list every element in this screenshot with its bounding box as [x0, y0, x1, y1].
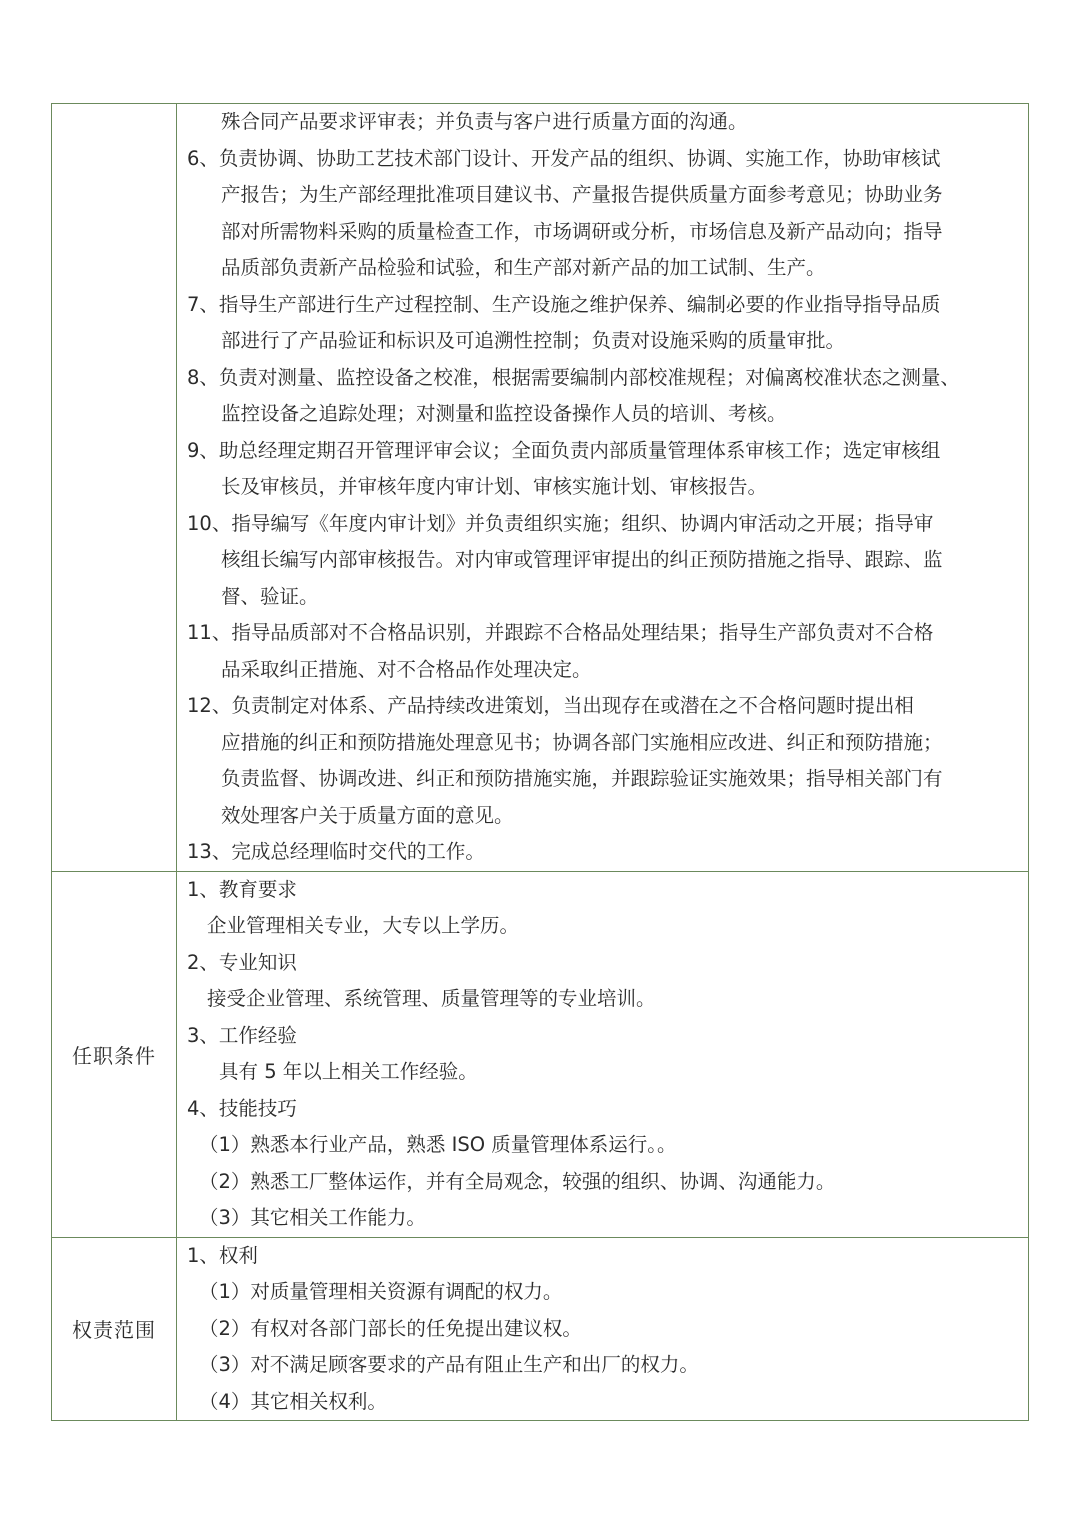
job-description-table — [51, 103, 1029, 1411]
duty-line: 品采取纠正措施、对不合格品作处理决定。 — [221, 657, 592, 681]
duty-line: 12、负责制定对体系、产品持续改进策划，当出现存在或潜在之不合格问题时提出相 — [187, 694, 914, 717]
authority-sub-item: （1）对质量管理相关资源有调配的权力。 — [199, 1280, 563, 1303]
authority-sub-item: （4）其它相关权利。 — [199, 1389, 387, 1413]
qualification-heading: 1、教育要求 — [187, 877, 297, 901]
duties-label-cell — [52, 104, 177, 872]
qualification-sub-item: （2）熟悉工厂整体运作，并有全局观念，较强的组织、协调、沟通能力。 — [199, 1169, 836, 1193]
duties-row — [52, 104, 1029, 872]
qualification-heading: 3、工作经验 — [187, 1023, 297, 1047]
authority-sub-item: （2）有权对各部门部长的任免提出建议权。 — [199, 1316, 582, 1340]
qualification-heading: 2、专业知识 — [187, 950, 297, 974]
duty-line: 9、助总经理定期召开管理评审会议；全面负责内部质量管理体系审核工作；选定审核组 — [187, 438, 941, 462]
duty-line: 品质部负责新产品检验和试验，和生产部对新产品的加工试制、生产。 — [221, 256, 826, 279]
qualifications-label: 任职条件 — [52, 871, 177, 1237]
duty-line: 7、指导生产部进行生产过程控制、生产设施之维护保养、编制必要的作业指导指导品质 — [187, 292, 941, 316]
qualification-sub-item: （3）其它相关工作能力。 — [199, 1206, 426, 1229]
duty-line: 8、负责对测量、监控设备之校准，根据需要编制内部校准规程；对偏离校准状态之测量、 — [187, 365, 960, 389]
duty-line: 督、验证。 — [221, 584, 319, 608]
duty-line: 应措施的纠正和预防措施处理意见书；协调各部门实施相应改进、纠正和预防措施； — [221, 730, 943, 754]
qualification-detail: 企业管理相关专业，大专以上学历。 — [207, 914, 520, 937]
authority-content-cell — [177, 1237, 1029, 1421]
qualification-heading: 4、技能技巧 — [187, 1096, 297, 1120]
qualification-detail: 具有 5 年以上相关工作经验。 — [219, 1060, 478, 1083]
duties-content-cell — [177, 104, 1029, 872]
qualification-sub-item: （1）熟悉本行业产品，熟悉 ISO 质量管理体系运行。。 — [199, 1133, 677, 1156]
duty-line: 核组长编写内部审核报告。对内审或管理评审提出的纠正预防措施之指导、跟踪、监 — [221, 548, 943, 571]
authority-label: 权责范围 — [52, 1237, 177, 1421]
qualifications-content-cell — [177, 871, 1029, 1237]
qualification-detail: 接受企业管理、系统管理、质量管理等的专业培训。 — [207, 987, 656, 1010]
duty-line: 部进行了产品验证和标识及可追溯性控制；负责对设施采购的质量审批。 — [221, 329, 846, 352]
duty-line: 产报告；为生产部经理批准项目建议书、产量报告提供质量方面参考意见；协助业务 — [221, 183, 943, 206]
duty-line: 长及审核员，并审核年度内审计划、审核实施计划、审核报告。 — [221, 475, 768, 498]
duty-line: 13、完成总经理临时交代的工作。 — [187, 840, 485, 863]
authority-heading: 1、权利 — [187, 1243, 258, 1267]
duty-line: 6、负责协调、协助工艺技术部门设计、开发产品的组织、协调、实施工作，协助审核试 — [187, 146, 941, 170]
duty-line: 效处理客户关于质量方面的意见。 — [221, 803, 514, 827]
authority-sub-item: （3）对不满足顾客要求的产品有阻止生产和出厂的权力。 — [199, 1353, 699, 1376]
duty-line: 11、指导品质部对不合格品识别，并跟踪不合格品处理结果；指导生产部负责对不合格 — [187, 621, 934, 644]
duty-line: 部对所需物料采购的质量检查工作，市场调研或分析，市场信息及新产品动向；指导 — [221, 219, 943, 243]
duty-line: 10、指导编写《年度内审计划》并负责组织实施；组织、协调内审活动之开展；指导审 — [187, 511, 934, 535]
duty-line: 监控设备之追踪处理；对测量和监控设备操作人员的培训、考核。 — [221, 402, 787, 425]
duty-line: 殊合同产品要求评审表；并负责与客户进行质量方面的沟通。 — [221, 110, 748, 133]
duty-line: 负责监督、协调改进、纠正和预防措施实施，并跟踪验证实施效果；指导相关部门有 — [221, 767, 943, 790]
qualifications-row — [52, 871, 1029, 1237]
authority-row — [52, 1237, 1029, 1421]
